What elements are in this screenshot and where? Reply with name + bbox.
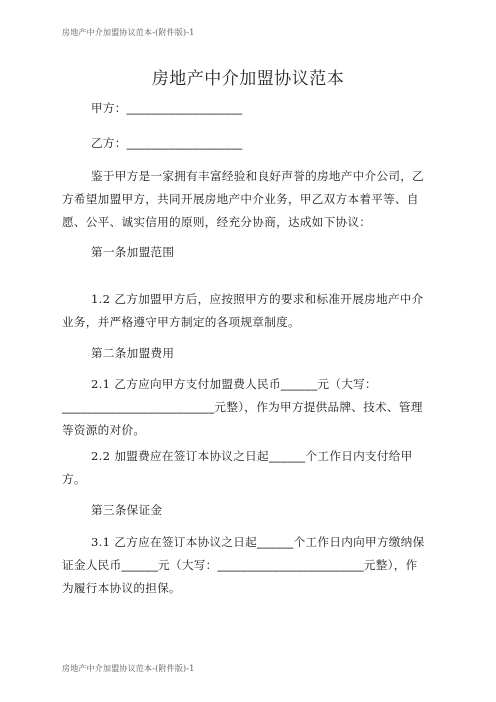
- clause-2-1: [62, 373, 425, 442]
- clause-1-2: [62, 288, 425, 334]
- intro-paragraph: 鉴于甲方是一家拥有丰富经验和良好声誉的房地产中介公司，乙方希望加盟甲方，共同开展房地产中介业务，甲乙双方本着平等、自愿、公平、诚实信用的原则，经充分协商，达成如下协议：: [62, 169, 425, 229]
- clause-text: 加盟费应在签订本协议之日起______个工作日内支付给甲方。: [62, 449, 413, 486]
- party-a-line: 甲方：___________________: [91, 101, 243, 115]
- clause-text: 乙方加盟甲方后，应按照甲方的要求和标准开展房地产中介业务，并严格遵守甲方制定的各项规章制度。: [62, 292, 424, 329]
- running-header: 房地产中介加盟协议范本-(附件版)-1: [62, 28, 195, 37]
- clause-text: 乙方应向甲方支付加盟费人民币______元（大写：_________________________元整），作为甲方提供品牌、技术、管理等资源的对价。: [62, 377, 423, 437]
- clause-number: 2.1: [91, 377, 111, 391]
- clause-number: 1.2: [91, 292, 111, 306]
- clause-number: 2.2: [91, 449, 111, 463]
- section-3-heading: 第三条保证金: [91, 503, 163, 517]
- running-footer: 房地产中介加盟协议范本-(附件版)-1: [62, 664, 195, 673]
- section-1-heading: 第一条加盟范围: [91, 245, 175, 259]
- clause-number: 3.1: [91, 535, 111, 549]
- clause-2-2: [62, 445, 425, 491]
- clause-3-1: [62, 531, 425, 600]
- party-b-line: 乙方：___________________: [91, 136, 243, 150]
- document-title: 房地产中介加盟协议范本: [151, 69, 345, 89]
- section-2-heading: 第二条加盟费用: [91, 346, 175, 360]
- clause-text: 乙方应在签订本协议之日起______个工作日内向甲方缴纳保证金人民币______元（大写：________________________元整），作为履行本协议的担保。: [62, 535, 425, 595]
